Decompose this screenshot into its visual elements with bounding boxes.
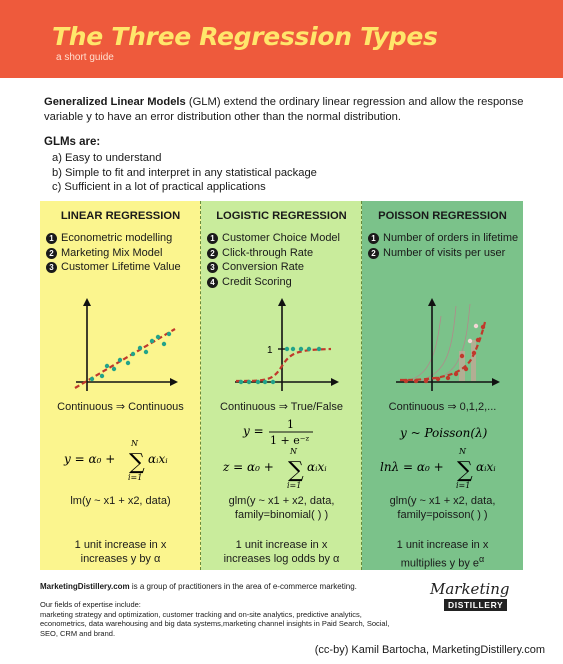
data-point xyxy=(424,379,428,383)
data-point xyxy=(271,380,275,384)
data-point xyxy=(131,352,135,356)
data-point xyxy=(285,347,289,351)
data-point xyxy=(100,374,104,378)
svg-text:i=1: i=1 xyxy=(128,473,143,482)
column-linear xyxy=(40,201,201,570)
svg-text:i=1: i=1 xyxy=(456,481,471,490)
linear-bullets xyxy=(46,231,181,275)
data-point xyxy=(90,377,94,381)
data-point xyxy=(414,379,418,383)
glm-heading: GLMs are: xyxy=(44,136,101,148)
glm-item: c) Sufficient in a lot of practical applications xyxy=(52,181,266,193)
svg-text:1 + e⁻ᶻ: 1 + e⁻ᶻ xyxy=(270,434,310,447)
intro-rest: (GLM) extend the ordinary linear regression and allow the response variable y to have an error distribution other than the normal distribution. xyxy=(44,96,524,123)
data-point xyxy=(167,332,171,336)
svg-text:y =: y = xyxy=(243,424,264,438)
effect-line xyxy=(362,552,523,571)
distribution-curve xyxy=(410,306,456,381)
effect-line: increases y by α xyxy=(80,553,161,565)
bullet-text: Customer Lifetime Value xyxy=(61,261,181,273)
code-line: family=poisson( ) ) xyxy=(397,509,488,521)
column-divider xyxy=(361,201,362,570)
bullet-number: 1 xyxy=(46,233,57,244)
poisson-formula xyxy=(362,415,523,495)
column-divider xyxy=(200,201,201,570)
list-item xyxy=(207,231,340,246)
svg-text:y ~ Poisson(λ): y ~ Poisson(λ) xyxy=(400,426,488,440)
data-point xyxy=(460,354,464,358)
svg-text:y = α₀ +: y = α₀ + xyxy=(64,452,116,466)
effect-line: 1 unit increase in x xyxy=(396,539,489,551)
poisson-title: POISSON REGRESSION xyxy=(378,210,507,222)
code-line: lm(y ~ x1 + x2, data) xyxy=(70,495,171,507)
data-point xyxy=(317,347,321,351)
footer-fields-text: marketing strategy and optimization, customer tracking and on-site analytics, predictive analytics, econometrics, data warehousing and big data systems,marketing channel insights in Paid Search, Social, SEO, CRM and brand. xyxy=(40,609,390,638)
intro-lead: Generalized Linear Models xyxy=(44,96,186,108)
effect-text: multiplies y by e xyxy=(400,557,480,570)
logistic-bullets xyxy=(207,231,340,289)
x-axis-arrow xyxy=(492,378,500,386)
data-points xyxy=(239,347,321,384)
effect-line: increases log odds by α xyxy=(223,553,340,565)
bullet-text: Number of orders in lifetime xyxy=(383,232,519,244)
logistic-formula xyxy=(201,415,362,495)
list-item xyxy=(368,231,518,246)
column-logistic xyxy=(201,201,362,570)
footer-fields xyxy=(40,600,400,638)
logistic-title: LOGISTIC REGRESSION xyxy=(216,210,347,222)
footer-site-text: is a group of practitioners in the area of e-commerce marketing. xyxy=(129,582,357,591)
svg-text:αᵢxᵢ: αᵢxᵢ xyxy=(476,460,496,474)
data-point xyxy=(307,347,311,351)
data-point xyxy=(464,367,468,371)
data-point xyxy=(291,347,295,351)
list-item xyxy=(207,246,340,261)
logistic-effect xyxy=(201,538,362,566)
linear-formula xyxy=(40,433,201,483)
svg-text:1: 1 xyxy=(287,418,294,431)
svg-text:αᵢxᵢ: αᵢxᵢ xyxy=(307,460,327,474)
bullet-number: 2 xyxy=(46,248,57,259)
list-item xyxy=(207,275,340,290)
bullet-text: Conversion Rate xyxy=(222,261,304,273)
x-axis-arrow xyxy=(331,378,339,386)
logistic-code xyxy=(201,494,362,522)
list-item xyxy=(46,231,181,246)
bullet-text: Click-through Rate xyxy=(222,246,314,259)
svg-text:∑: ∑ xyxy=(457,458,473,483)
bullet-text: Number of visits per user xyxy=(383,246,506,259)
bullet-text: Marketing Mix Model xyxy=(61,246,163,259)
logistic-curve xyxy=(236,349,331,381)
svg-text:lnλ = α₀ +: lnλ = α₀ + xyxy=(380,460,444,474)
data-point xyxy=(156,335,160,339)
footer-site-line xyxy=(40,582,357,591)
svg-text:z = α₀ +: z = α₀ + xyxy=(223,460,274,474)
svg-text:N: N xyxy=(131,439,138,448)
bullet-number: 2 xyxy=(368,248,379,259)
logo-script: Marketing xyxy=(430,580,510,598)
data-point xyxy=(454,372,458,376)
svg-text:N: N xyxy=(459,447,466,456)
linear-code xyxy=(40,494,201,508)
brand-logo xyxy=(430,580,520,614)
data-point xyxy=(256,380,260,384)
bullet-number: 4 xyxy=(207,277,218,288)
data-point xyxy=(112,367,116,371)
data-point xyxy=(436,377,440,381)
data-point xyxy=(476,338,480,342)
effect-line: 1 unit increase in x xyxy=(235,539,328,551)
code-line: glm(y ~ x1 + x2, data, xyxy=(389,495,496,507)
data-point xyxy=(299,347,303,351)
y-axis-arrow xyxy=(428,298,436,306)
data-point xyxy=(144,350,148,354)
data-point xyxy=(239,380,243,384)
bullet-number: 3 xyxy=(46,262,57,273)
data-point xyxy=(162,342,166,346)
poisson-type: Continuous ⇒ 0,1,2,... xyxy=(388,401,497,413)
linear-type: Continuous ⇒ Continuous xyxy=(57,401,184,413)
effect-line: 1 unit increase in x xyxy=(74,539,167,551)
glm-item: a) Easy to understand xyxy=(52,152,162,164)
data-point xyxy=(138,346,142,350)
logo-box: DISTILLERY xyxy=(444,599,507,611)
credit-line: (cc-by) Kamil Bartocha, MarketingDistillery.com xyxy=(314,644,545,656)
logistic-type: Continuous ⇒ True/False xyxy=(220,401,343,413)
svg-text:∑: ∑ xyxy=(288,458,304,483)
bullet-text: Customer Choice Model xyxy=(222,232,340,244)
svg-text:i=1: i=1 xyxy=(287,481,302,490)
bullet-text: Econometric modelling xyxy=(61,232,173,244)
data-point xyxy=(126,361,130,365)
data-point xyxy=(472,351,476,355)
linear-title: LINEAR REGRESSION xyxy=(60,210,181,222)
glm-list xyxy=(52,151,317,195)
distribution-curve xyxy=(402,316,441,381)
column-poisson xyxy=(362,201,523,570)
data-point xyxy=(474,324,478,328)
bullet-number: 1 xyxy=(368,233,379,244)
svg-text:∑: ∑ xyxy=(129,450,145,475)
header-banner xyxy=(0,0,563,78)
bullet-number: 3 xyxy=(207,262,218,273)
footer-fields-heading: Our fields of expertise include: xyxy=(40,600,141,609)
svg-text:αᵢxᵢ: αᵢxᵢ xyxy=(148,452,168,466)
poisson-bullets xyxy=(368,231,518,260)
linear-effect xyxy=(40,538,201,566)
data-point xyxy=(263,380,267,384)
poisson-code xyxy=(362,494,523,522)
footer-site-link: MarketingDistillery.com xyxy=(40,582,130,591)
list-item xyxy=(46,246,181,261)
data-point xyxy=(481,325,485,329)
x-axis-arrow xyxy=(170,378,178,386)
data-point xyxy=(446,376,450,380)
tick-label: 1 xyxy=(267,345,273,356)
code-line: glm(y ~ x1 + x2, data, xyxy=(228,495,335,507)
svg-text:N: N xyxy=(290,447,297,456)
logistic-plot xyxy=(231,296,341,396)
page-subtitle: a short guide xyxy=(56,52,114,63)
intro-paragraph xyxy=(44,95,534,125)
y-axis-arrow xyxy=(278,298,286,306)
data-point xyxy=(404,379,408,383)
bullet-number: 2 xyxy=(207,248,218,259)
effect-superscript: α xyxy=(479,554,485,564)
data-point xyxy=(118,358,122,362)
poisson-plot xyxy=(392,296,502,396)
data-point xyxy=(105,364,109,368)
bullet-text: Credit Scoring xyxy=(222,275,292,288)
bullet-number: 1 xyxy=(207,233,218,244)
data-point xyxy=(468,339,472,343)
data-point xyxy=(150,339,154,343)
poisson-effect xyxy=(362,538,523,571)
list-item xyxy=(46,260,181,275)
page-title: The Three Regression Types xyxy=(52,22,438,51)
linear-plot xyxy=(70,296,180,396)
list-item xyxy=(368,246,518,261)
y-axis-arrow xyxy=(83,298,91,306)
glm-item: b) Simple to fit and interpret in any statistical package xyxy=(52,166,317,179)
code-line: family=binomial( ) ) xyxy=(234,509,329,521)
data-point xyxy=(247,380,251,384)
list-item xyxy=(207,260,340,275)
